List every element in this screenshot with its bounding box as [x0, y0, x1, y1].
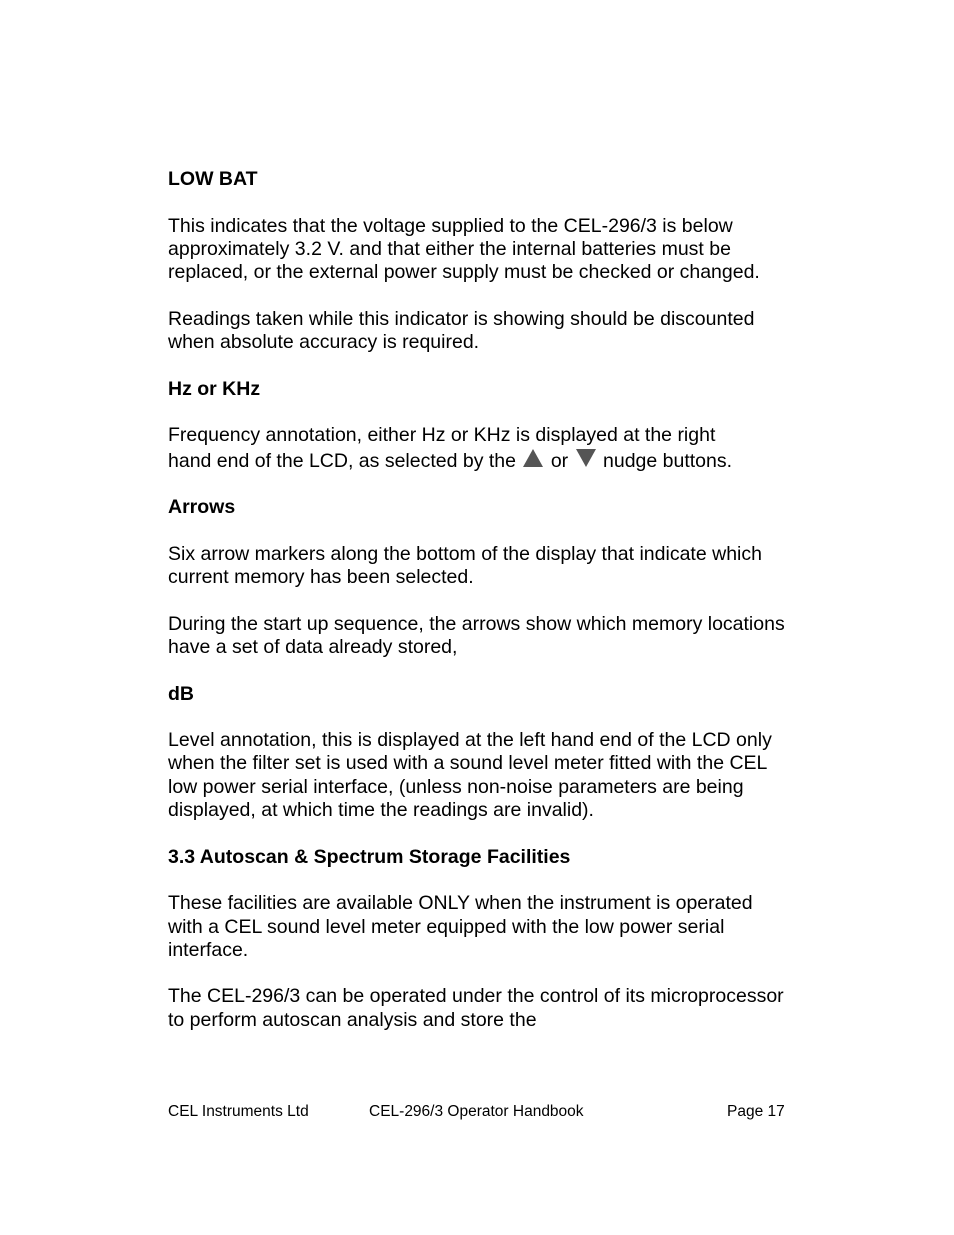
- hz-line-1: Frequency annotation, either Hz or KHz is displayed at the right: [168, 424, 716, 447]
- autoscan-paragraph-2: The CEL-296/3 can be operated under the control of its microprocessor to perform autoscan analysis and store the: [168, 985, 784, 1031]
- low-bat-paragraph-2: Readings taken while this indicator is showing should be discounted when absolute accuracy is required.: [168, 307, 755, 354]
- db-paragraph-1: Level annotation, this is displayed at the left hand end of the LCD only when the filter set is used with a sound level meter fitted with the CEL low power serial interface, (unless non-noise parameters are being displayed, at which time the readings are invalid).: [168, 729, 772, 822]
- down-triangle-icon: [575, 448, 597, 468]
- hz-paragraph-1: [168, 424, 788, 473]
- low-bat-paragraph-1: This indicates that the voltage supplied to the CEL-296/3 is below approximately 3.2 V. and that either the internal batteries must be replaced, or the external power supply must be checked or changed.: [168, 214, 760, 284]
- db-heading: dB: [168, 682, 194, 705]
- low-bat-heading: LOW BAT: [168, 168, 258, 190]
- autoscan-heading: 3.3 Autoscan & Spectrum Storage Facilities: [168, 845, 571, 868]
- arrows-paragraph-1: Six arrow markers along the bottom of the display that indicate which current memory has been selected.: [168, 542, 762, 589]
- page-body: [168, 168, 788, 1032]
- footer-company: CEL Instruments Ltd: [168, 1103, 309, 1120]
- hz-heading: Hz or KHz: [168, 377, 261, 400]
- hz-line-2-start: hand end of the LCD, as selected by the: [168, 449, 516, 472]
- footer-page-number: Page 17: [727, 1103, 785, 1120]
- arrows-heading: Arrows: [168, 496, 236, 519]
- arrows-paragraph-2: During the start up sequence, the arrows show which memory locations have a set of data already stored,: [168, 612, 785, 658]
- up-triangle-icon: [522, 448, 544, 468]
- hz-line-2-end: nudge buttons.: [603, 449, 733, 472]
- footer-title: CEL-296/3 Operator Handbook: [369, 1103, 584, 1120]
- autoscan-paragraph-1: These facilities are available ONLY when the instrument is operated with a CEL sound level meter equipped with the low power serial interface.: [168, 892, 753, 961]
- hz-line-2-or: or: [550, 449, 569, 472]
